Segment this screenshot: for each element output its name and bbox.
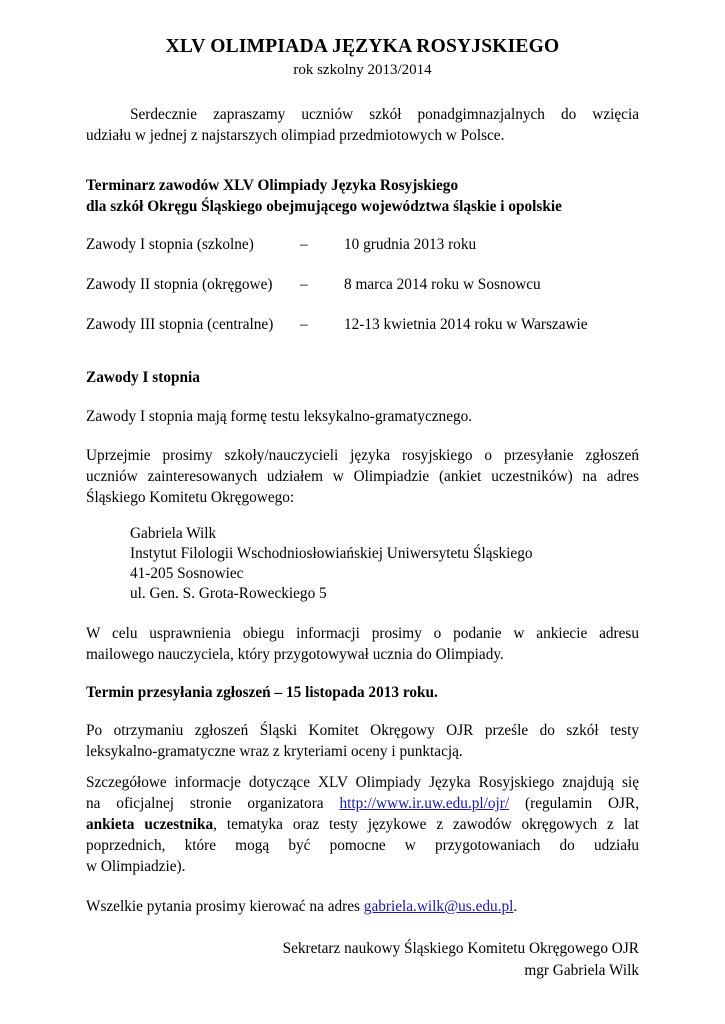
address-institute: Instytut Filologii Wschodniosłowiańskiej Uniwersytetu Śląskiego <box>130 545 533 562</box>
schedule-heading-line: dla szkół Okręgu Śląskiego obejmującego województwa śląskie i opolskie <box>86 198 562 215</box>
schedule-date: 10 grudnia 2013 roku <box>344 236 477 253</box>
intro-line: udziału w jednej z najstarszych olimpiad przedmiotowych w Polsce. <box>86 127 505 144</box>
email-request-line: W celu usprawnienia obiegu informacji prosimy o podanie w ankiecie adresu <box>86 625 639 642</box>
school-year: rok szkolny 2013/2014 <box>293 62 432 78</box>
request-line: Śląskiego Komitetu Okręgowego: <box>86 489 295 506</box>
stage1-format: Zawody I stopnia mają formę testu leksykalno-gramatycznego. <box>86 408 473 425</box>
schedule-label: Zawody III stopnia (centralne) <box>86 316 274 333</box>
schedule-date: 8 marca 2014 roku w Sosnowcu <box>344 276 541 293</box>
intro-paragraph <box>86 104 639 146</box>
schedule-row-stage1 <box>86 236 646 257</box>
mailing-address <box>130 524 533 604</box>
schedule-label: Zawody II stopnia (okręgowe) <box>86 276 273 293</box>
signature-role: Sekretarz naukowy Śląskiego Komitetu Okręgowego OJR <box>282 940 639 957</box>
address-street: ul. Gen. S. Grota-Roweckiego 5 <box>130 585 327 602</box>
deadline-notice: Termin przesyłania zgłoszeń – 15 listopada 2013 roku. <box>86 684 438 701</box>
details-line: w Olimpiadzie). <box>86 858 186 875</box>
schedule-heading <box>86 175 639 217</box>
request-line: Uprzejmie prosimy szkoły/nauczycieli języka rosyjskiego o przesyłanie zgłoszeń <box>86 447 639 464</box>
details-line3-rest: , tematyka oraz testy językowe z zawodów okręgowych z lat <box>213 816 639 833</box>
contact-period: . <box>513 898 518 915</box>
schedule-label: Zawody I stopnia (szkolne) <box>86 236 254 253</box>
details-line2-tail: (regulamin OJR, <box>525 795 640 812</box>
address-city: 41-205 Sosnowiec <box>130 565 244 582</box>
details-line: Szczegółowe informacje dotyczące XLV Olimpiady Języka Rosyjskiego znajdują się <box>86 774 639 791</box>
contact-text: Wszelkie pytania prosimy kierować na adres <box>86 898 360 915</box>
request-paragraph <box>86 445 639 508</box>
schedule-row-stage3 <box>86 316 646 337</box>
email-request-paragraph <box>86 623 639 665</box>
tests-line: Po otrzymaniu zgłoszeń Śląski Komitet Okręgowy OJR prześle do szkół testy <box>86 722 639 739</box>
document-title: XLV OLIMPIADA JĘZYKA ROSYJSKIEGO <box>165 36 560 57</box>
details-line: poprzednich, które mogą być pomocne w przygotowaniach do udziału <box>86 837 639 854</box>
schedule-dash: – <box>300 236 308 253</box>
schedule-date: 12-13 kwietnia 2014 roku w Warszawie <box>344 316 588 333</box>
schedule-heading-line: Terminarz zawodów XLV Olimpiady Języka Rosyjskiego <box>86 177 459 194</box>
schedule-dash: – <box>300 276 308 293</box>
tests-paragraph <box>86 720 639 762</box>
details-line <box>86 814 639 835</box>
intro-line: Serdecznie zapraszamy uczniów szkół ponadgimnazjalnych do wzięcia <box>130 106 639 123</box>
schedule-row-stage2 <box>86 276 646 297</box>
schedule-dash: – <box>300 316 308 333</box>
contact-email-link[interactable]: gabriela.wilk@us.edu.pl <box>363 898 514 915</box>
contact-paragraph <box>86 896 639 917</box>
signature-block <box>283 938 639 982</box>
email-request-line: mailowego nauczyciela, który przygotowywał ucznia do Olimpiady. <box>86 646 504 663</box>
address-name: Gabriela Wilk <box>130 525 217 542</box>
organizer-url-link[interactable]: http://www.ir.uw.edu.pl/ojr/ <box>339 795 510 812</box>
details-line2-text: na oficjalnej stronie organizatora <box>86 795 324 812</box>
participant-form-bold: ankieta uczestnika <box>86 816 214 833</box>
stage1-heading: Zawody I stopnia <box>86 369 200 386</box>
signature-name: mgr Gabriela Wilk <box>524 962 639 979</box>
tests-line: leksykalno-gramatyczne wraz z kryteriami oceny i punktacją. <box>86 743 463 760</box>
details-paragraph <box>86 772 639 877</box>
details-line <box>86 793 639 814</box>
request-line: uczniów zainteresowanych udziałem w Olimpiadzie (ankiet uczestników) na adres <box>86 468 639 485</box>
